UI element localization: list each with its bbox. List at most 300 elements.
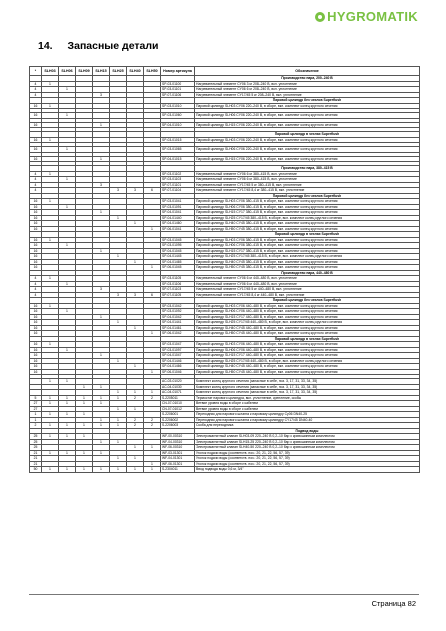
column-header: SLH03 bbox=[42, 67, 59, 76]
description-cell: Уголок подачи воды (соответств. поз.: 20, 21, 22, 56, 57, 39) bbox=[195, 450, 420, 456]
quantity-cell: 4 bbox=[30, 171, 42, 177]
quantity-cell: 1 bbox=[42, 467, 59, 473]
article-number-cell: AC-04-01030 bbox=[161, 384, 195, 390]
article-number-cell: S-2206002 bbox=[161, 417, 195, 423]
quantity-cell: 16 bbox=[30, 358, 42, 364]
quantity-cell: 1 bbox=[42, 103, 59, 109]
quantity-cell: 16 bbox=[30, 156, 42, 162]
quantity-cell: 1 bbox=[42, 81, 59, 87]
quantity-cell: 1 bbox=[127, 259, 144, 265]
quantity-cell: 1 bbox=[42, 199, 59, 205]
quantity-cell: 1 bbox=[127, 456, 144, 462]
quantity-cell: 1 bbox=[42, 137, 59, 143]
quantity-cell: 16 bbox=[30, 303, 42, 309]
quantity-cell: 1 bbox=[144, 461, 161, 467]
quantity-cell: 1 bbox=[59, 347, 76, 353]
description-cell: Комплект колец круглого сечения (запасные в себе, поз. 3, 17, 31, 33, 34, 35) bbox=[195, 384, 420, 390]
footer-divider bbox=[29, 594, 419, 595]
article-number-cell: CN-07-01010 bbox=[161, 401, 195, 407]
quantity-cell: 3 bbox=[93, 92, 110, 98]
quantity-cell: 1 bbox=[93, 248, 110, 254]
column-header: SLH50 bbox=[144, 67, 161, 76]
description-cell: Комплект колец круглого сечения (запасные в себе, поз. 3, 17, 31, 33, 34, 35) bbox=[195, 390, 420, 396]
article-number-cell: SP-04-01045 bbox=[161, 248, 195, 254]
quantity-cell: 3 bbox=[93, 182, 110, 188]
quantity-cell: 1 bbox=[93, 439, 110, 445]
section-title-cell: Подвод воды bbox=[195, 428, 420, 434]
quantity-cell: 16 bbox=[30, 259, 42, 265]
quantity-cell: 1 bbox=[59, 379, 76, 385]
article-number-cell: SP-03-01047 bbox=[161, 342, 195, 348]
article-number-cell: S-2206003 bbox=[161, 423, 195, 429]
quantity-cell: 3 bbox=[127, 292, 144, 298]
quantity-cell: 27 bbox=[30, 406, 42, 412]
section-title-cell: Производство пара, 200–240 В bbox=[195, 76, 420, 82]
quantity-cell: 16 bbox=[30, 243, 42, 249]
section-number: 14. bbox=[38, 40, 53, 52]
article-number-cell: AC-04-01071 bbox=[161, 390, 195, 396]
quantity-cell: 1 bbox=[76, 384, 93, 390]
description-cell: Паровой цилиндр SLH06 CY06 220–240 В, в сборе, вкл. комплект колец круглого сечения bbox=[195, 147, 420, 153]
quantity-cell: 1 bbox=[42, 171, 59, 177]
article-number-cell: WF-04-01301 bbox=[161, 456, 195, 462]
quantity-cell: 3 bbox=[110, 292, 127, 298]
article-number-cell: S-2304011 bbox=[161, 467, 195, 473]
quantity-cell: 16 bbox=[30, 137, 42, 143]
description-cell: Паровой цилиндр SLH06 CY06 440–480 В, в сборе, вкл. комплект колец круглого сечения bbox=[195, 347, 420, 353]
quantity-cell: 4 bbox=[30, 177, 42, 183]
section-title-cell: Паровой цилиндр в чехлах Superflush bbox=[195, 336, 420, 342]
quantity-cell: 1 bbox=[76, 401, 93, 407]
description-cell: Паровой цилиндр SLH15 CY17 380–415 В, в сборе, вкл. комплект колец круглого сечения bbox=[195, 210, 420, 216]
quantity-cell: 1 bbox=[93, 314, 110, 320]
quantity-cell: 16 bbox=[30, 113, 42, 119]
spare-parts-table-container bbox=[29, 66, 419, 473]
article-number-cell: S-2206001 bbox=[161, 412, 195, 418]
description-cell: Нагревательный элемент CY06 3 кг 208–240 В, вкл. уплотнение bbox=[195, 81, 420, 87]
description-cell: Паровой цилиндр SLH40 CY45 380–415 В, в сборе, вкл. комплект колец круглого сечения bbox=[195, 259, 420, 265]
quantity-cell: 1 bbox=[76, 395, 93, 401]
description-cell: Нагревательный элемент CY17/45 5 кг 208–240 В, вкл. уплотнение bbox=[195, 92, 420, 98]
description-cell: Нагревательный элемент CY17/45 8,4 кг 440–480 В, вкл. уплотнение bbox=[195, 292, 420, 298]
quantity-cell: 1 bbox=[110, 395, 127, 401]
article-number-cell: SP-03-01092 bbox=[161, 309, 195, 315]
article-number-cell: SP-03-01091 bbox=[161, 204, 195, 210]
description-cell: Ввод подвода воды 0,6 м, 3/4" bbox=[195, 467, 420, 473]
quantity-cell: 1 bbox=[42, 276, 59, 282]
quantity-cell: 1 bbox=[42, 237, 59, 243]
section-title-cell: Паровой цилиндр без чехлов Superflush bbox=[195, 298, 420, 304]
quantity-cell: 1 bbox=[59, 177, 76, 183]
description-cell: Паровой цилиндр SLH25 CY17/45 440–480 В, в сборе, вкл. комплект колец круглого сечения bbox=[195, 320, 420, 326]
quantity-cell: 1 bbox=[93, 395, 110, 401]
description-cell: Паровой цилиндр SLH25 CY17/45 440–480 В, в сборе, вкл. комплект колец круглого сечения bbox=[195, 358, 420, 364]
quantity-cell: 1 bbox=[59, 243, 76, 249]
quantity-cell: 1 bbox=[127, 406, 144, 412]
quantity-cell: 1 bbox=[93, 423, 110, 429]
quantity-cell: 1 bbox=[127, 467, 144, 473]
description-cell: Паровой цилиндр SLH15 CY06 220–240 В, в сборе, вкл. комплект колец круглого сечения bbox=[195, 156, 420, 162]
quantity-cell: 1 bbox=[59, 87, 76, 93]
quantity-cell: 1 bbox=[59, 204, 76, 210]
description-cell: Паровой цилиндр SLH03 CY06 220–240 В, в сборе, вкл. комплект колец круглого сечения bbox=[195, 103, 420, 109]
quantity-cell: 16 bbox=[30, 320, 42, 326]
section-title-cell: Паровой цилиндр без чехлов Superflush bbox=[195, 98, 420, 104]
quantity-cell: 1 bbox=[76, 412, 93, 418]
column-header: SLH06 bbox=[59, 67, 76, 76]
description-cell: Нагревательный элемент CY06 6 кг 380–415 В, вкл. уплотнение bbox=[195, 177, 420, 183]
quantity-cell: 1 bbox=[110, 215, 127, 221]
article-number-cell: SP-04-01446 bbox=[161, 358, 195, 364]
quantity-cell: 3 bbox=[127, 188, 144, 194]
quantity-cell: 1 bbox=[42, 434, 59, 440]
description-cell: Ветвие уровня воды в сборе с кабелем bbox=[195, 401, 420, 407]
quantity-cell: 1 bbox=[30, 417, 42, 423]
quantity-cell: 4 bbox=[30, 281, 42, 287]
logo-matik-text: MATIK bbox=[376, 9, 418, 24]
description-cell: Паровой цилиндр SLH40 CY45 380–415 В, в сборе, вкл. комплект колец круглого сечения bbox=[195, 221, 420, 227]
quantity-cell: 1 bbox=[110, 320, 127, 326]
article-number-cell: SP-04-01010 bbox=[161, 122, 195, 128]
article-number-cell: AC-03-01020 bbox=[161, 379, 195, 385]
quantity-cell: 1 bbox=[59, 434, 76, 440]
description-cell: Уголок подачи воды (соответств. поз.: 20, 21, 22, 56, 57, 39) bbox=[195, 461, 420, 467]
quantity-cell: 4 bbox=[30, 87, 42, 93]
quantity-cell: 1 bbox=[110, 456, 127, 462]
article-number-cell: SP-06-01041 bbox=[161, 226, 195, 232]
quantity-cell: 1 bbox=[59, 113, 76, 119]
quantity-cell: 1 bbox=[59, 450, 76, 456]
logo-hygro-text: HYGRO bbox=[327, 9, 377, 24]
quantity-cell: 4 bbox=[30, 292, 42, 298]
quantity-cell: 1 bbox=[93, 122, 110, 128]
article-number-cell: CN-07-01012 bbox=[161, 406, 195, 412]
hygromatik-logo-icon bbox=[315, 12, 325, 22]
article-number-cell: WF-00-00310 bbox=[161, 434, 195, 440]
quantity-cell: 1 bbox=[59, 395, 76, 401]
quantity-cell: 4 bbox=[30, 276, 42, 282]
section-title: Запасные детали bbox=[67, 40, 159, 52]
description-cell: Паровой цилиндр SLH15 CY17 380–415 В, в сборе, вкл. комплект колец круглого сечения bbox=[195, 248, 420, 254]
quantity-cell: 1 bbox=[93, 401, 110, 407]
article-number-cell: SP-04-01041 bbox=[161, 210, 195, 216]
quantity-cell: 1 bbox=[76, 423, 93, 429]
quantity-cell: 1 bbox=[110, 417, 127, 423]
quantity-cell: 2 bbox=[127, 417, 144, 423]
table-header-row bbox=[30, 67, 420, 76]
quantity-cell: 1 bbox=[42, 412, 59, 418]
description-cell: Паровой цилиндр SLH40 CY45 440–480 В, в сборе, вкл. комплект колец круглого сечения bbox=[195, 364, 420, 370]
article-number-cell: SP-03-01042 bbox=[161, 303, 195, 309]
quantity-cell: 1 bbox=[76, 434, 93, 440]
section-title-cell: Производство пара, 380–415 В bbox=[195, 166, 420, 172]
table-row bbox=[30, 467, 420, 473]
quantity-cell: 1 bbox=[144, 226, 161, 232]
article-number-cell: WF-03-01301 bbox=[161, 450, 195, 456]
article-number-cell: SP-04-01460 bbox=[161, 221, 195, 227]
quantity-cell: 16 bbox=[30, 215, 42, 221]
description-cell: Паровой цилиндр SLH03 CY06 380–415 В, в сборе, вкл. комплект колец круглого сечения bbox=[195, 199, 420, 205]
description-cell: Паровой цилиндр SLH03 CY06 440–480 В, в сборе, вкл. комплект колец круглого сечения bbox=[195, 342, 420, 348]
quantity-cell: 2 bbox=[127, 395, 144, 401]
description-cell: Переходник для парового шланга к паровому цилиндру Cy06 DN40-25 bbox=[195, 412, 420, 418]
quantity-cell: 1 bbox=[144, 265, 161, 271]
description-cell: Паровой цилиндр SLH06 CY06 380–415 В, в сборе, вкл. комплект колец круглого сечения bbox=[195, 204, 420, 210]
description-cell: Паровой цилиндр SLH40 CY45 440–480 В, в сборе, вкл. комплект колец круглого сечения bbox=[195, 325, 420, 331]
article-number-cell: SP-03-01095 bbox=[161, 243, 195, 249]
quantity-cell: 16 bbox=[30, 221, 42, 227]
column-header: SLH25 bbox=[110, 67, 127, 76]
article-number-cell: SP-04-01015 bbox=[161, 156, 195, 162]
description-cell: Паровой цилиндр SLH03 CY06 220–240 В, в сборе, вкл. комплект колец круглого сечения bbox=[195, 137, 420, 143]
description-cell: Паровой цилиндр SLH06 CY06 380–415 В, в сборе, вкл. комплект колец круглого сечения bbox=[195, 243, 420, 249]
quantity-cell: 1 bbox=[59, 147, 76, 153]
quantity-cell: 1 bbox=[93, 417, 110, 423]
quantity-cell: 1 bbox=[42, 395, 59, 401]
description-cell: Паровой цилиндр SLH25 CY17/45 380–415 В, в сборе, вкл. комплект колец круглого сечения bbox=[195, 254, 420, 260]
description-cell: Комплект колец круглого сечения (запасные в себе, поз. 3, 17, 31, 33, 34, 35) bbox=[195, 379, 420, 385]
quantity-cell: 1 bbox=[93, 450, 110, 456]
article-number-cell: SP-03-01097 bbox=[161, 347, 195, 353]
quantity-cell: 4 bbox=[30, 287, 42, 293]
quantity-cell: 1 bbox=[93, 384, 110, 390]
section-heading bbox=[38, 40, 159, 52]
article-number-cell: SP-04-01441 bbox=[161, 320, 195, 326]
description-cell: Паровой цилиндр SLH06 CY06 220–240 В, в сборе, вкл. комплект колец круглого сечения bbox=[195, 113, 420, 119]
quantity-cell: 1 bbox=[59, 467, 76, 473]
quantity-cell: 2 bbox=[30, 423, 42, 429]
column-header: Обозначение bbox=[195, 67, 420, 76]
column-header: SLH09 bbox=[76, 67, 93, 76]
quantity-cell: 16 bbox=[30, 331, 42, 337]
quantity-cell: 6 bbox=[144, 292, 161, 298]
article-number-cell: SP-07-01103 bbox=[161, 287, 195, 293]
quantity-cell: 2 bbox=[127, 423, 144, 429]
brand-logo bbox=[315, 9, 418, 24]
quantity-cell: 1 bbox=[110, 406, 127, 412]
quantity-cell: 16 bbox=[30, 314, 42, 320]
description-cell: Паровой цилиндр SLH50 CY45 380–415 В, в сборе, вкл. комплект колец круглого сечения bbox=[195, 226, 420, 232]
quantity-cell: 4 bbox=[30, 81, 42, 87]
description-cell: Электромагнитный клапан SLH40-50 220–240 В 0,2–10 бар с кривошипным комплектом bbox=[195, 445, 420, 451]
article-number-cell: SP-07-01106 bbox=[161, 92, 195, 98]
quantity-cell: 16 bbox=[30, 309, 42, 315]
description-cell: Нагревательный элемент CY17/45 5 кг 380–415 В, вкл. уплотнение bbox=[195, 182, 420, 188]
article-number-cell: WF-06-01301 bbox=[161, 461, 195, 467]
quantity-cell: 16 bbox=[30, 254, 42, 260]
quantity-cell: 16 bbox=[30, 353, 42, 359]
quantity-cell: 1 bbox=[93, 210, 110, 216]
quantity-cell: 4 bbox=[30, 182, 42, 188]
quantity-cell: 1 bbox=[110, 423, 127, 429]
quantity-cell: 2 bbox=[144, 423, 161, 429]
quantity-cell: 1 bbox=[42, 303, 59, 309]
article-number-cell: SP-04-01445 bbox=[161, 254, 195, 260]
quantity-cell: 50 bbox=[30, 467, 42, 473]
quantity-cell: 16 bbox=[30, 237, 42, 243]
description-cell: Нагревательный элемент CY06 6 кг 440–480 В, вкл. уплотнение bbox=[195, 281, 420, 287]
section-title-cell: Паровой цилиндр в чехлах Superflush bbox=[195, 132, 420, 138]
article-number-cell: SP-06-01045 bbox=[161, 265, 195, 271]
description-cell: Электромагнитный клапан SLH15-25 220–240 В 0,2–10 бар с кривошипным комплектом bbox=[195, 439, 420, 445]
quantity-cell: 16 bbox=[30, 265, 42, 271]
column-header: SLH40 bbox=[127, 67, 144, 76]
quantity-cell: 1 bbox=[127, 325, 144, 331]
description-cell: Паровой цилиндр SLH15 CY17 440–480 В, в сборе, вкл. комплект колец круглого сечения bbox=[195, 314, 420, 320]
quantity-cell: 1 bbox=[42, 450, 59, 456]
quantity-cell: 16 bbox=[30, 369, 42, 375]
description-cell: Паровой цилиндр SLH15 CY17 440–480 В, в сборе, вкл. комплект колец круглого сечения bbox=[195, 353, 420, 359]
quantity-cell: 21 bbox=[30, 456, 42, 462]
quantity-cell: 1 bbox=[144, 369, 161, 375]
quantity-cell: 1 bbox=[127, 390, 144, 396]
quantity-cell: 16 bbox=[30, 226, 42, 232]
quantity-cell: 16 bbox=[30, 210, 42, 216]
quantity-cell: 2 bbox=[144, 395, 161, 401]
quantity-cell: 1 bbox=[127, 364, 144, 370]
quantity-cell: 4 bbox=[30, 188, 42, 194]
quantity-cell: 1 bbox=[76, 450, 93, 456]
article-number-cell: SP-04-01047 bbox=[161, 353, 195, 359]
column-header: Номер артикула bbox=[161, 67, 195, 76]
description-cell: Паровой цилиндр SLH06 CY06 440–480 В, в сборе, вкл. комплект колец круглого сечения bbox=[195, 309, 420, 315]
quantity-cell: 16 bbox=[30, 342, 42, 348]
quantity-cell: 1 bbox=[93, 467, 110, 473]
quantity-cell: 1 bbox=[144, 467, 161, 473]
article-number-cell: SP-03-01060 bbox=[161, 113, 195, 119]
quantity-cell: 16 bbox=[30, 122, 42, 128]
quantity-cell: 1 bbox=[42, 401, 59, 407]
quantity-cell: 1 bbox=[144, 331, 161, 337]
quantity-cell: 1 bbox=[59, 281, 76, 287]
quantity-cell: 1 bbox=[127, 221, 144, 227]
article-number-cell: SP-03-01106 bbox=[161, 281, 195, 287]
section-title-cell: Паровой цилиндр в чехлах Superflush bbox=[195, 232, 420, 238]
article-number-cell: SP-03-01102 bbox=[161, 171, 195, 177]
quantity-cell: 6 bbox=[144, 188, 161, 194]
quantity-cell: 16 bbox=[30, 199, 42, 205]
quantity-cell: 16 bbox=[30, 204, 42, 210]
article-number-cell: SP-03-01041 bbox=[161, 199, 195, 205]
column-header: * bbox=[30, 67, 42, 76]
article-number-cell: SP-04-01440 bbox=[161, 215, 195, 221]
quantity-cell: 1 bbox=[93, 353, 110, 359]
quantity-cell: 1 bbox=[110, 439, 127, 445]
quantity-cell: 1 bbox=[76, 467, 93, 473]
quantity-cell: 1 bbox=[144, 445, 161, 451]
quantity-cell: 16 bbox=[30, 347, 42, 353]
quantity-cell: 25 bbox=[30, 445, 42, 451]
quantity-cell: 1 bbox=[127, 445, 144, 451]
article-number-cell: SP-03-01045 bbox=[161, 237, 195, 243]
article-number-cell: SP-03-01105 bbox=[161, 276, 195, 282]
description-cell: Уголок подачи воды (соответств. поз.: 20, 21, 22, 56, 57, 39) bbox=[195, 456, 420, 462]
quantity-cell: 21 bbox=[30, 461, 42, 467]
quantity-cell: 2 bbox=[144, 417, 161, 423]
quantity-cell: 16 bbox=[30, 248, 42, 254]
spare-parts-table bbox=[29, 66, 420, 473]
description-cell: Ветвие уровня воды в сборе с кабелем bbox=[195, 406, 420, 412]
quantity-cell: 5 bbox=[30, 395, 42, 401]
description-cell: Термостат парового цилиндра, вкл. уплотнение, крепление, скобы bbox=[195, 395, 420, 401]
article-number-cell: SP-04-01461 bbox=[161, 325, 195, 331]
quantity-cell: 1 bbox=[30, 412, 42, 418]
article-number-cell: S-2205011 bbox=[161, 395, 195, 401]
quantity-cell: 4 bbox=[30, 92, 42, 98]
description-cell: Нагревательный элемент CY17/45 5 кг 440–480 В, вкл. уплотнение bbox=[195, 287, 420, 293]
quantity-cell: 1 bbox=[42, 423, 59, 429]
article-number-cell: SP-07-01105 bbox=[161, 292, 195, 298]
description-cell: Паровой цилиндр SLH03 CY06 380–415 В, в сборе, вкл. комплект колец круглого сечения bbox=[195, 237, 420, 243]
quantity-cell: 1 bbox=[110, 358, 127, 364]
article-number-cell: SP-06-01046 bbox=[161, 369, 195, 375]
quantity-cell: 1 bbox=[59, 309, 76, 315]
description-cell: Паровой цилиндр SLH50 CY45 380–415 В, в сборе, вкл. комплект колец круглого сечения bbox=[195, 265, 420, 271]
quantity-cell: 21 bbox=[30, 450, 42, 456]
article-number-cell: SP-07-01104 bbox=[161, 188, 195, 194]
description-cell: Нагревательный элемент CY06 6 кг 208–240 В, вкл. уплотнение bbox=[195, 87, 420, 93]
quantity-cell: 16 bbox=[30, 364, 42, 370]
quantity-cell: 16 bbox=[30, 325, 42, 331]
page-number: Страница 82 bbox=[371, 599, 416, 608]
quantity-cell: 3 bbox=[110, 188, 127, 194]
description-cell: Скоба для переходника bbox=[195, 423, 420, 429]
quantity-cell: 25 bbox=[30, 439, 42, 445]
quantity-cell: 27 bbox=[30, 401, 42, 407]
quantity-cell: 1 bbox=[59, 412, 76, 418]
table-body bbox=[30, 76, 420, 473]
article-number-cell: SP-04-01042 bbox=[161, 314, 195, 320]
article-number-cell: SP-03-01101 bbox=[161, 87, 195, 93]
quantity-cell: 1 bbox=[144, 390, 161, 396]
article-number-cell: SP-04-01465 bbox=[161, 259, 195, 265]
article-number-cell: SP-07-01101 bbox=[161, 182, 195, 188]
article-number-cell: SP-06-01042 bbox=[161, 331, 195, 337]
description-cell: Паровой цилиндр SLH50 CY45 440–480 В, в сборе, вкл. комплект колец круглого сечения bbox=[195, 369, 420, 375]
description-cell: Переходник для парового шланга к паровому цилиндру CY17/45 DN40-40 bbox=[195, 417, 420, 423]
description-cell: Паровой цилиндр SLH03 CY06 440–480 В, в сборе, вкл. комплект колец круглого сечения bbox=[195, 303, 420, 309]
description-cell: Паровой цилиндр SLH25 CY17/45 380–415 В, в сборе, вкл. комплект колец круглого сечения bbox=[195, 215, 420, 221]
article-number-cell: SP-03-01010 bbox=[161, 103, 195, 109]
description-cell: Нагревательный элемент CY06 6 кг 380–415 В, вкл. уплотнение bbox=[195, 171, 420, 177]
column-header: SLH15 bbox=[93, 67, 110, 76]
article-number-cell: WF-04-00310 bbox=[161, 439, 195, 445]
quantity-cell: 16 bbox=[30, 147, 42, 153]
quantity-cell: 1 bbox=[110, 390, 127, 396]
quantity-cell: 25 bbox=[30, 434, 42, 440]
article-number-cell: WF-06-00310 bbox=[161, 445, 195, 451]
quantity-cell: 1 bbox=[42, 342, 59, 348]
article-number-cell: SP-03-01065 bbox=[161, 147, 195, 153]
article-number-cell: SP-04-01466 bbox=[161, 364, 195, 370]
quantity-cell: 1 bbox=[42, 379, 59, 385]
quantity-cell: 1 bbox=[110, 254, 127, 260]
article-number-cell: SP-03-01015 bbox=[161, 137, 195, 143]
description-cell: Электромагнитный клапан SLH03-09 220–240 В 0,2–10 бар с кривошипным комплектом bbox=[195, 434, 420, 440]
description-cell: Нагревательный элемент CY06 6 кг 440–480 В, вкл. уплотнение bbox=[195, 276, 420, 282]
description-cell: Паровой цилиндр SLH15 CY06 220–240 В, в сборе, вкл. комплект колец круглого сечения bbox=[195, 122, 420, 128]
quantity-cell: 16 bbox=[30, 103, 42, 109]
article-number-cell: SP-03-01103 bbox=[161, 177, 195, 183]
quantity-cell: 1 bbox=[59, 401, 76, 407]
quantity-cell: 1 bbox=[93, 156, 110, 162]
section-title-cell: Паровой цилиндр без чехлов Superflush bbox=[195, 193, 420, 199]
quantity-cell: 3 bbox=[93, 287, 110, 293]
quantity-cell: 1 bbox=[59, 423, 76, 429]
description-cell: Паровой цилиндр SLH50 CY45 440–480 В, в сборе, вкл. комплект колец круглого сечения bbox=[195, 331, 420, 337]
quantity-cell: 1 bbox=[110, 467, 127, 473]
description-cell: Нагревательный элемент CY17/45 8,4 кг 380–415 В, вкл. уплотнение bbox=[195, 188, 420, 194]
